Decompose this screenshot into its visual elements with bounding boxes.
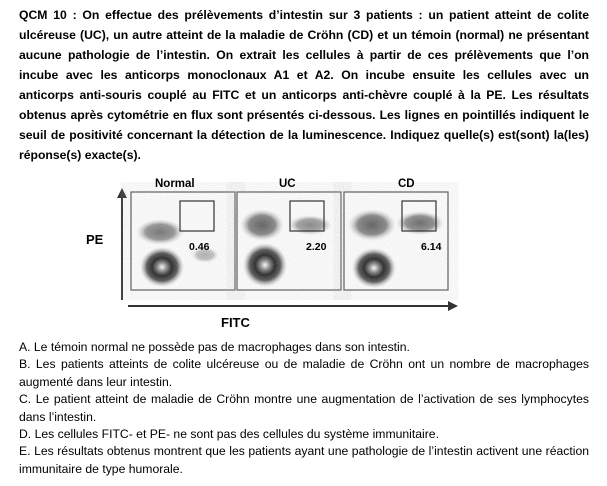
- panel-title-cd: CD: [398, 178, 415, 190]
- answer-e: [19, 443, 589, 478]
- answer-text: Les cellules FITC- et PE- ne sont pas des cellules du système immunitaire.: [34, 427, 439, 442]
- y-axis-arrowhead: [117, 188, 127, 198]
- y-axis-label: PE: [86, 232, 104, 247]
- gate-value-uc: 2.20: [306, 241, 327, 253]
- answer-text: Les résultats obtenus montrent que les patients ayant une pathologie de l’intestin activent une réaction immunitaire de type humorale.: [19, 444, 590, 476]
- answer-text: Le témoin normal ne possède pas de macrophages dans son intestin.: [33, 340, 410, 354]
- panel-title-uc: UC: [279, 178, 296, 190]
- answer-letter: B.: [19, 357, 31, 372]
- answer-text: Le patient atteint de maladie de Cröhn montre une augmentation de l’activation de ses lymphocytes dans l’intestin.: [19, 392, 589, 424]
- gate-value-cd: 6.14: [421, 241, 442, 253]
- answer-letter: D.: [19, 427, 32, 442]
- answer-a: [19, 339, 589, 356]
- gate-value-normal: 0.46: [189, 241, 210, 253]
- answer-letter: E.: [19, 444, 31, 459]
- question-text: On effectue des prélèvements d’intestin sur 3 patients : un patient atteint de colite ulcéreuse (UC), un autre atteint de la maladie de Cröhn (CD) et un témoin (normal) ne présentant aucune pathologie de l’intestin. On extrait les cellules à partir de ces prélèvements que l’on incube avec les anticorps monoclonaux A1 et A2. On incube ensuite les cellules avec un anticorps anti-souris couplé au FITC et un anticorps anti-chèvre couplé à la PE. Les résultats obtenus après cytométrie en flux sont présentés ci-dessous. Les lignes en pointillés indiquent le seuil de positivité concernant la détection de la luminescence. Indiquez quelle(s) est(sont) la(les) réponse(s) exacte(s).: [19, 8, 589, 162]
- answer-d: [19, 426, 589, 443]
- answer-b: [19, 356, 589, 391]
- x-axis-arrowhead: [448, 301, 458, 311]
- answer-letter: A.: [19, 340, 31, 354]
- answer-text: Les patients atteints de colite ulcéreuse ou de maladie de Cröhn ont un nombre de macrophages augmenté dans leur intestin.: [19, 357, 589, 389]
- question-number: QCM 10: [19, 8, 67, 22]
- answer-c: [19, 391, 589, 426]
- x-axis-label: FITC: [221, 315, 250, 330]
- answer-list: [19, 339, 589, 478]
- question-block: QCM 10 : On effectue des prélèvements d’intestin sur 3 patients : un patient atteint de colite ulcéreuse (UC), un autre atteint de la maladie de Cröhn (CD) et un témoin (normal) ne présentant aucune pathologie de l’intestin. On extrait les cellules à partir de ces prélèvements que l’on incube avec les anticorps monoclonaux A1 et A2. On incube ensuite les cellules avec un anticorps anti-souris couplé au FITC et un anticorps anti-chèvre couplé à la PE. Les résultats obtenus après cytométrie en flux sont présentés ci-dessous. Les lignes en pointillés indiquent le seuil de positivité concernant la détection de la luminescence. Indiquez quelle(s) est(sont) la(les) réponse(s) exacte(s).: [19, 8, 589, 162]
- panel-normal: [131, 192, 235, 290]
- answer-letter: C.: [19, 392, 32, 407]
- panel-title-normal: Normal: [155, 178, 195, 190]
